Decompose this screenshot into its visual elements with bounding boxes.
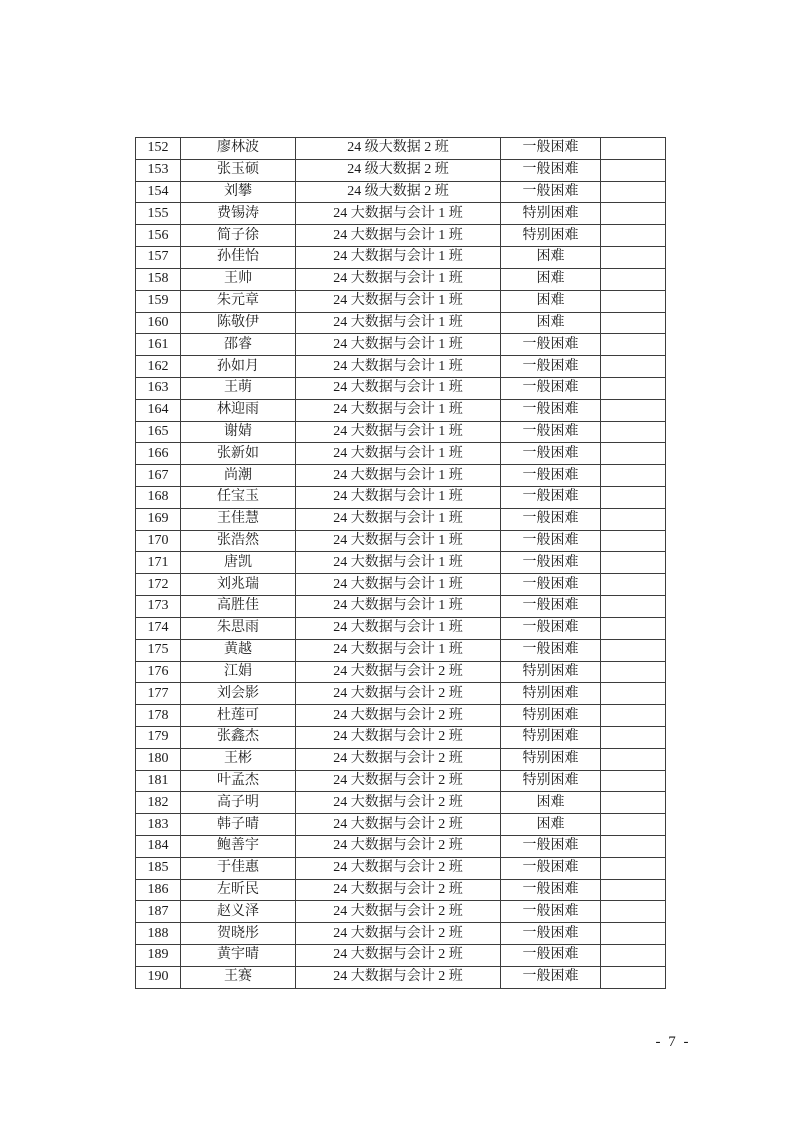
- class-name-cell: 24 大数据与会计 1 班: [296, 312, 501, 334]
- row-number-cell: 186: [136, 879, 181, 901]
- student-name-cell: 左昕民: [181, 879, 296, 901]
- student-name-cell: 张新如: [181, 443, 296, 465]
- difficulty-level-cell: 一般困难: [501, 465, 601, 487]
- class-name-cell: 24 大数据与会计 2 班: [296, 748, 501, 770]
- remark-cell: [601, 901, 666, 923]
- student-table-body: [136, 138, 666, 989]
- difficulty-level-cell: 一般困难: [501, 966, 601, 988]
- class-name-cell: 24 大数据与会计 1 班: [296, 268, 501, 290]
- table-row: [136, 966, 666, 988]
- class-name-cell: 24 大数据与会计 1 班: [296, 377, 501, 399]
- class-name-cell: 24 大数据与会计 1 班: [296, 617, 501, 639]
- row-number-cell: 152: [136, 138, 181, 160]
- remark-cell: [601, 836, 666, 858]
- table-row: [136, 661, 666, 683]
- class-name-cell: 24 大数据与会计 1 班: [296, 356, 501, 378]
- difficulty-level-cell: 一般困难: [501, 356, 601, 378]
- student-name-cell: 张玉硕: [181, 159, 296, 181]
- row-number-cell: 189: [136, 945, 181, 967]
- table-row: [136, 443, 666, 465]
- table-row: [136, 203, 666, 225]
- student-name-cell: 刘攀: [181, 181, 296, 203]
- remark-cell: [601, 530, 666, 552]
- difficulty-level-cell: 特别困难: [501, 726, 601, 748]
- difficulty-level-cell: 困难: [501, 247, 601, 269]
- remark-cell: [601, 312, 666, 334]
- table-row: [136, 901, 666, 923]
- class-name-cell: 24 大数据与会计 2 班: [296, 857, 501, 879]
- row-number-cell: 159: [136, 290, 181, 312]
- class-name-cell: 24 大数据与会计 1 班: [296, 203, 501, 225]
- table-row: [136, 312, 666, 334]
- table-row: [136, 748, 666, 770]
- table-row: [136, 138, 666, 160]
- class-name-cell: 24 大数据与会计 2 班: [296, 683, 501, 705]
- student-name-cell: 鲍善宇: [181, 836, 296, 858]
- class-name-cell: 24 大数据与会计 1 班: [296, 574, 501, 596]
- student-name-cell: 费锡涛: [181, 203, 296, 225]
- remark-cell: [601, 399, 666, 421]
- student-name-cell: 朱元章: [181, 290, 296, 312]
- class-name-cell: 24 大数据与会计 2 班: [296, 966, 501, 988]
- row-number-cell: 157: [136, 247, 181, 269]
- remark-cell: [601, 683, 666, 705]
- class-name-cell: 24 大数据与会计 2 班: [296, 726, 501, 748]
- student-name-cell: 叶孟杰: [181, 770, 296, 792]
- remark-cell: [601, 792, 666, 814]
- difficulty-level-cell: 特别困难: [501, 748, 601, 770]
- remark-cell: [601, 596, 666, 618]
- table-row: [136, 596, 666, 618]
- difficulty-level-cell: 特别困难: [501, 705, 601, 727]
- table-row: [136, 465, 666, 487]
- difficulty-level-cell: 困难: [501, 792, 601, 814]
- row-number-cell: 187: [136, 901, 181, 923]
- row-number-cell: 168: [136, 487, 181, 509]
- table-row: [136, 574, 666, 596]
- table-row: [136, 421, 666, 443]
- row-number-cell: 161: [136, 334, 181, 356]
- table-row: [136, 857, 666, 879]
- row-number-cell: 165: [136, 421, 181, 443]
- row-number-cell: 154: [136, 181, 181, 203]
- class-name-cell: 24 大数据与会计 2 班: [296, 705, 501, 727]
- row-number-cell: 180: [136, 748, 181, 770]
- class-name-cell: 24 大数据与会计 1 班: [296, 508, 501, 530]
- remark-cell: [601, 770, 666, 792]
- remark-cell: [601, 617, 666, 639]
- class-name-cell: 24 大数据与会计 1 班: [296, 639, 501, 661]
- row-number-cell: 153: [136, 159, 181, 181]
- table-row: [136, 487, 666, 509]
- table-row: [136, 268, 666, 290]
- table-row: [136, 617, 666, 639]
- row-number-cell: 181: [136, 770, 181, 792]
- student-name-cell: 简子徐: [181, 225, 296, 247]
- difficulty-level-cell: 一般困难: [501, 923, 601, 945]
- student-name-cell: 黄宇晴: [181, 945, 296, 967]
- row-number-cell: 174: [136, 617, 181, 639]
- remark-cell: [601, 421, 666, 443]
- remark-cell: [601, 857, 666, 879]
- row-number-cell: 167: [136, 465, 181, 487]
- remark-cell: [601, 247, 666, 269]
- remark-cell: [601, 443, 666, 465]
- table-row: [136, 792, 666, 814]
- student-name-cell: 贺晓彤: [181, 923, 296, 945]
- difficulty-level-cell: 一般困难: [501, 443, 601, 465]
- student-name-cell: 唐凯: [181, 552, 296, 574]
- table-row: [136, 334, 666, 356]
- student-name-cell: 高胜佳: [181, 596, 296, 618]
- remark-cell: [601, 574, 666, 596]
- class-name-cell: 24 大数据与会计 1 班: [296, 225, 501, 247]
- class-name-cell: 24 大数据与会计 2 班: [296, 923, 501, 945]
- difficulty-level-cell: 一般困难: [501, 596, 601, 618]
- table-row: [136, 836, 666, 858]
- row-number-cell: 175: [136, 639, 181, 661]
- table-row: [136, 508, 666, 530]
- row-number-cell: 156: [136, 225, 181, 247]
- row-number-cell: 166: [136, 443, 181, 465]
- remark-cell: [601, 639, 666, 661]
- difficulty-level-cell: 一般困难: [501, 334, 601, 356]
- difficulty-level-cell: 一般困难: [501, 617, 601, 639]
- row-number-cell: 173: [136, 596, 181, 618]
- class-name-cell: 24 大数据与会计 2 班: [296, 901, 501, 923]
- row-number-cell: 164: [136, 399, 181, 421]
- remark-cell: [601, 138, 666, 160]
- class-name-cell: 24 大数据与会计 2 班: [296, 945, 501, 967]
- remark-cell: [601, 159, 666, 181]
- table-row: [136, 705, 666, 727]
- difficulty-level-cell: 一般困难: [501, 901, 601, 923]
- student-name-cell: 陈敬伊: [181, 312, 296, 334]
- table-row: [136, 923, 666, 945]
- table-row: [136, 247, 666, 269]
- student-name-cell: 于佳惠: [181, 857, 296, 879]
- student-name-cell: 刘会影: [181, 683, 296, 705]
- class-name-cell: 24 大数据与会计 2 班: [296, 879, 501, 901]
- difficulty-level-cell: 一般困难: [501, 159, 601, 181]
- remark-cell: [601, 268, 666, 290]
- row-number-cell: 176: [136, 661, 181, 683]
- class-name-cell: 24 大数据与会计 1 班: [296, 443, 501, 465]
- table-row: [136, 290, 666, 312]
- difficulty-level-cell: 一般困难: [501, 138, 601, 160]
- table-row: [136, 356, 666, 378]
- student-name-cell: 杜莲可: [181, 705, 296, 727]
- difficulty-level-cell: 困难: [501, 268, 601, 290]
- class-name-cell: 24 大数据与会计 2 班: [296, 792, 501, 814]
- table-row: [136, 159, 666, 181]
- table-row: [136, 879, 666, 901]
- table-row: [136, 552, 666, 574]
- student-name-cell: 朱思雨: [181, 617, 296, 639]
- row-number-cell: 182: [136, 792, 181, 814]
- remark-cell: [601, 748, 666, 770]
- remark-cell: [601, 705, 666, 727]
- row-number-cell: 184: [136, 836, 181, 858]
- table-row: [136, 945, 666, 967]
- student-name-cell: 高子明: [181, 792, 296, 814]
- difficulty-level-cell: 一般困难: [501, 857, 601, 879]
- difficulty-level-cell: 一般困难: [501, 487, 601, 509]
- difficulty-level-cell: 特别困难: [501, 203, 601, 225]
- difficulty-level-cell: 困难: [501, 814, 601, 836]
- remark-cell: [601, 552, 666, 574]
- difficulty-level-cell: 特别困难: [501, 225, 601, 247]
- difficulty-level-cell: 特别困难: [501, 661, 601, 683]
- table-row: [136, 726, 666, 748]
- student-name-cell: 江娟: [181, 661, 296, 683]
- class-name-cell: 24 大数据与会计 2 班: [296, 661, 501, 683]
- difficulty-level-cell: 一般困难: [501, 399, 601, 421]
- table-row: [136, 181, 666, 203]
- class-name-cell: 24 大数据与会计 1 班: [296, 596, 501, 618]
- row-number-cell: 185: [136, 857, 181, 879]
- remark-cell: [601, 356, 666, 378]
- remark-cell: [601, 726, 666, 748]
- row-number-cell: 163: [136, 377, 181, 399]
- class-name-cell: 24 大数据与会计 2 班: [296, 836, 501, 858]
- student-aid-table: [135, 137, 666, 989]
- table-row: [136, 770, 666, 792]
- class-name-cell: 24 大数据与会计 1 班: [296, 399, 501, 421]
- page-number: - 7 -: [655, 1034, 691, 1050]
- class-name-cell: 24 级大数据 2 班: [296, 159, 501, 181]
- student-name-cell: 王萌: [181, 377, 296, 399]
- class-name-cell: 24 大数据与会计 1 班: [296, 465, 501, 487]
- difficulty-level-cell: 一般困难: [501, 377, 601, 399]
- remark-cell: [601, 225, 666, 247]
- difficulty-level-cell: 一般困难: [501, 530, 601, 552]
- row-number-cell: 188: [136, 923, 181, 945]
- row-number-cell: 179: [136, 726, 181, 748]
- remark-cell: [601, 966, 666, 988]
- student-name-cell: 王彬: [181, 748, 296, 770]
- difficulty-level-cell: 特别困难: [501, 770, 601, 792]
- difficulty-level-cell: 一般困难: [501, 945, 601, 967]
- row-number-cell: 170: [136, 530, 181, 552]
- student-name-cell: 尚潮: [181, 465, 296, 487]
- class-name-cell: 24 大数据与会计 1 班: [296, 421, 501, 443]
- remark-cell: [601, 181, 666, 203]
- class-name-cell: 24 大数据与会计 1 班: [296, 247, 501, 269]
- class-name-cell: 24 大数据与会计 2 班: [296, 770, 501, 792]
- remark-cell: [601, 814, 666, 836]
- row-number-cell: 178: [136, 705, 181, 727]
- difficulty-level-cell: 一般困难: [501, 574, 601, 596]
- class-name-cell: 24 大数据与会计 1 班: [296, 487, 501, 509]
- difficulty-level-cell: 一般困难: [501, 836, 601, 858]
- row-number-cell: 172: [136, 574, 181, 596]
- student-name-cell: 孙佳怡: [181, 247, 296, 269]
- class-name-cell: 24 大数据与会计 1 班: [296, 552, 501, 574]
- table-row: [136, 639, 666, 661]
- table-row: [136, 399, 666, 421]
- student-name-cell: 王赛: [181, 966, 296, 988]
- row-number-cell: 190: [136, 966, 181, 988]
- remark-cell: [601, 377, 666, 399]
- student-name-cell: 韩子晴: [181, 814, 296, 836]
- student-name-cell: 张浩然: [181, 530, 296, 552]
- table-row: [136, 814, 666, 836]
- difficulty-level-cell: 困难: [501, 290, 601, 312]
- class-name-cell: 24 大数据与会计 1 班: [296, 290, 501, 312]
- student-name-cell: 孙如月: [181, 356, 296, 378]
- student-name-cell: 邵睿: [181, 334, 296, 356]
- difficulty-level-cell: 一般困难: [501, 181, 601, 203]
- row-number-cell: 169: [136, 508, 181, 530]
- remark-cell: [601, 487, 666, 509]
- remark-cell: [601, 879, 666, 901]
- student-name-cell: 廖林波: [181, 138, 296, 160]
- remark-cell: [601, 508, 666, 530]
- remark-cell: [601, 661, 666, 683]
- table-row: [136, 225, 666, 247]
- class-name-cell: 24 级大数据 2 班: [296, 181, 501, 203]
- student-name-cell: 张鑫杰: [181, 726, 296, 748]
- row-number-cell: 183: [136, 814, 181, 836]
- difficulty-level-cell: 特别困难: [501, 683, 601, 705]
- table-row: [136, 683, 666, 705]
- row-number-cell: 162: [136, 356, 181, 378]
- difficulty-level-cell: 一般困难: [501, 879, 601, 901]
- table-row: [136, 530, 666, 552]
- remark-cell: [601, 465, 666, 487]
- row-number-cell: 160: [136, 312, 181, 334]
- remark-cell: [601, 203, 666, 225]
- remark-cell: [601, 945, 666, 967]
- student-name-cell: 赵义泽: [181, 901, 296, 923]
- student-name-cell: 林迎雨: [181, 399, 296, 421]
- difficulty-level-cell: 困难: [501, 312, 601, 334]
- row-number-cell: 171: [136, 552, 181, 574]
- table-row: [136, 377, 666, 399]
- class-name-cell: 24 大数据与会计 1 班: [296, 334, 501, 356]
- student-name-cell: 王佳慧: [181, 508, 296, 530]
- class-name-cell: 24 级大数据 2 班: [296, 138, 501, 160]
- row-number-cell: 177: [136, 683, 181, 705]
- student-name-cell: 刘兆瑞: [181, 574, 296, 596]
- student-name-cell: 任宝玉: [181, 487, 296, 509]
- row-number-cell: 158: [136, 268, 181, 290]
- class-name-cell: 24 大数据与会计 1 班: [296, 530, 501, 552]
- remark-cell: [601, 334, 666, 356]
- remark-cell: [601, 923, 666, 945]
- student-name-cell: 谢婧: [181, 421, 296, 443]
- remark-cell: [601, 290, 666, 312]
- class-name-cell: 24 大数据与会计 2 班: [296, 814, 501, 836]
- row-number-cell: 155: [136, 203, 181, 225]
- difficulty-level-cell: 一般困难: [501, 508, 601, 530]
- student-name-cell: 王帅: [181, 268, 296, 290]
- difficulty-level-cell: 一般困难: [501, 639, 601, 661]
- student-name-cell: 黄越: [181, 639, 296, 661]
- difficulty-level-cell: 一般困难: [501, 552, 601, 574]
- difficulty-level-cell: 一般困难: [501, 421, 601, 443]
